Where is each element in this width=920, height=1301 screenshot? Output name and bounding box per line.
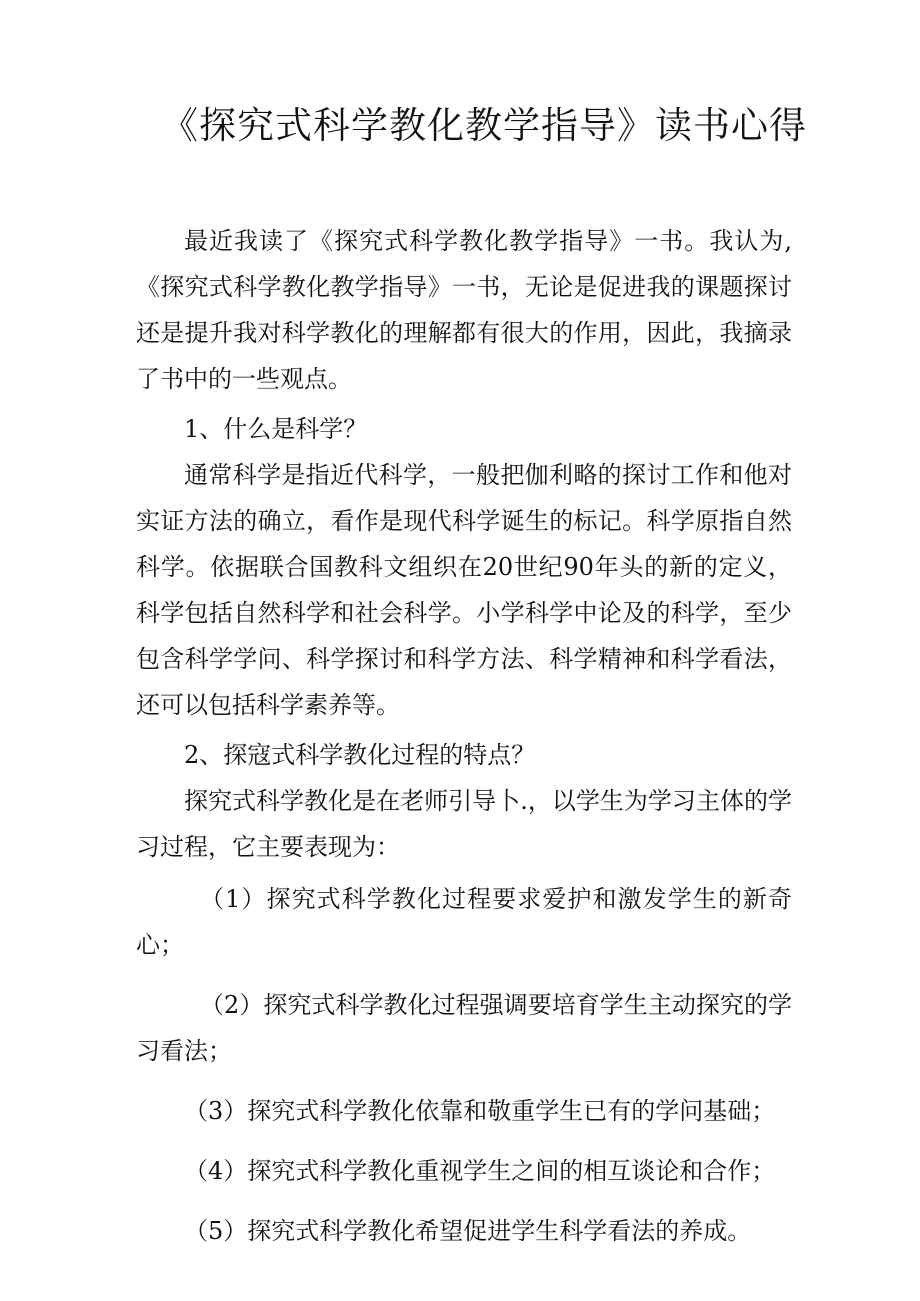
list-item-5: （5）探究式科学教化希望促进学生科学看法的养成。: [184, 1217, 752, 1245]
list-item-3: （3）探究式科学教化依靠和敬重学生已有的学问基础；: [184, 1097, 776, 1125]
section-paragraph-2: 探究式科学教化是在老师引导卜.，以学生为学习主体的学习过程，它主要表现为：: [136, 787, 792, 861]
intro-paragraph: 最近我读了《探究式科学教化教学指导》一书。我认为,《探究式科学教化教学指导》一书，无论是促进我的课题探讨还是提升我对科学教化的理解都有很大的作用，因此，我摘录了书中的一些观点。: [136, 227, 792, 393]
list-item-4: （4）探究式科学教化重视学生之间的相互谈论和合作；: [184, 1157, 776, 1185]
section-heading-2: 2、探寇式科学教化过程的特点？: [184, 741, 536, 769]
section-heading-1: 1、什么是科学？: [184, 415, 368, 443]
document-title: 《探究式科学教化教学指导》读书心得: [161, 104, 807, 147]
list-item-2: （2）探究式科学教化过程强调要培育学生主动探究的学习看法；: [136, 991, 792, 1065]
document-body: [136, 218, 792, 1254]
section-paragraph-1: 通常科学是指近代科学，一般把伽利略的探讨工作和他对实证方法的确立，看作是现代科学诞生的标记。科学原指自然科学。依据联合国教科文组织在20世纪90年头的新的定义，科学包括自然科学和社会科学。小学科学中论及的科学，至少包含科学学问、科学探讨和科学方法、科学精神和科学看法，还可以包括科学素养等。: [136, 461, 792, 719]
list-item-1: （1）探究式科学教化过程要求爱护和激发学生的新奇心；: [136, 885, 792, 959]
